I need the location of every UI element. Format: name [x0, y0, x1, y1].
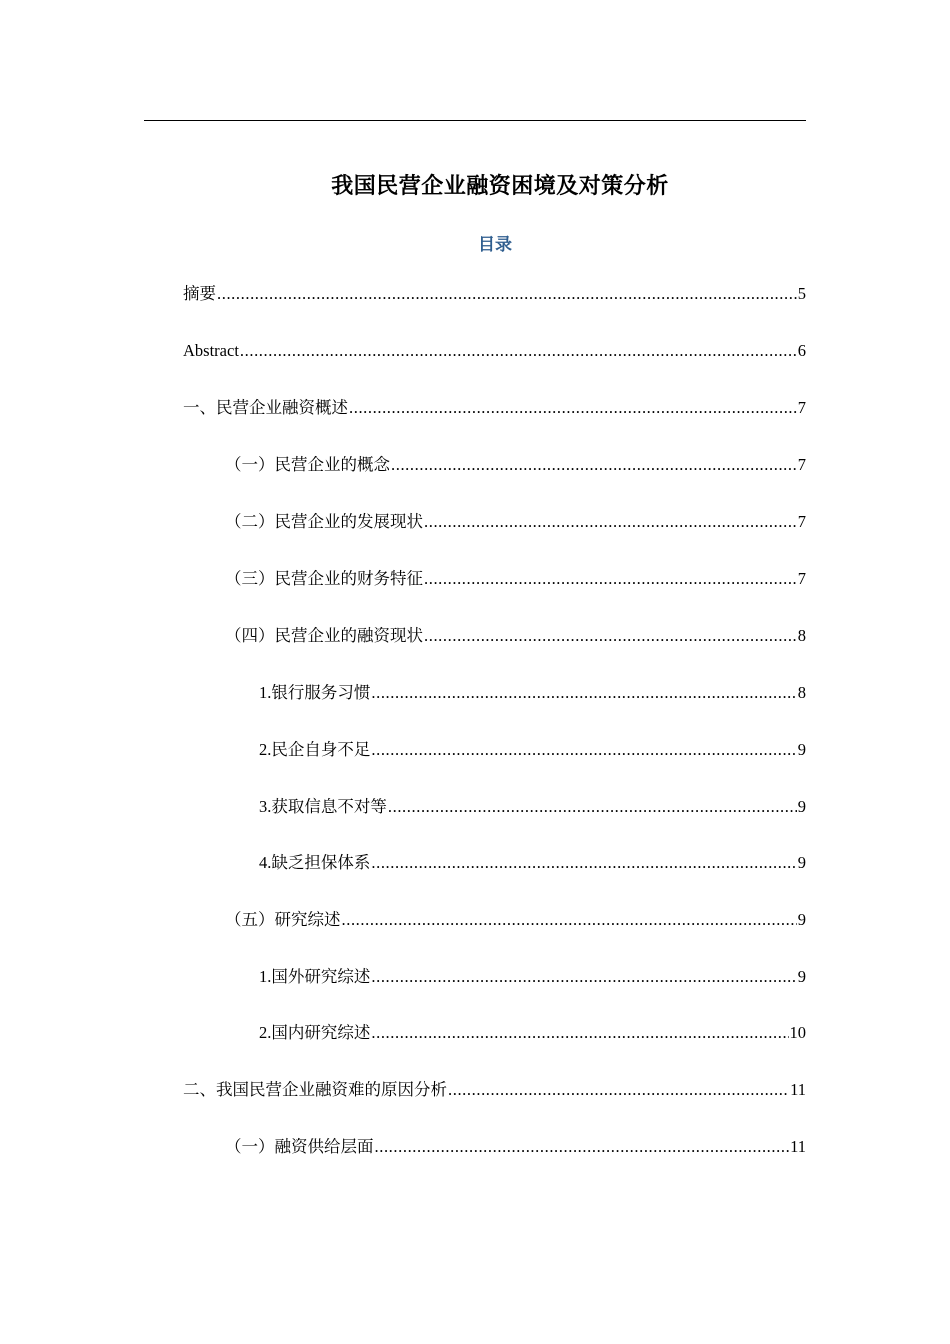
toc-dot-leader — [371, 851, 796, 875]
toc-entry-label: （五）研究综述 — [225, 910, 341, 929]
toc-dot-leader — [371, 965, 796, 989]
toc-entry-label: 2.国内研究综述 — [259, 1023, 371, 1042]
toc-dot-leader — [391, 453, 797, 477]
toc-entry-page: 7 — [797, 455, 806, 474]
toc-entry-page: 5 — [797, 284, 806, 303]
toc-entry-label: 1.银行服务习惯 — [259, 683, 371, 702]
toc-entry-page: 7 — [797, 398, 806, 417]
toc-entry-label: Abstract — [183, 341, 239, 360]
toc-entry[interactable] — [259, 738, 806, 762]
toc-entry[interactable] — [225, 908, 806, 932]
toc-entry-label: （四）民营企业的融资现状 — [225, 626, 423, 645]
toc-entry-page: 7 — [797, 512, 806, 531]
toc-entry[interactable] — [225, 624, 806, 648]
toc-dot-leader — [217, 282, 797, 306]
toc-entry-label: 二、我国民营企业融资难的原因分析 — [183, 1080, 447, 1099]
toc-entry-page: 9 — [797, 853, 806, 872]
toc-heading: 目录 — [478, 235, 512, 254]
toc-entry[interactable] — [183, 1078, 806, 1102]
toc-dot-leader — [388, 795, 797, 819]
toc-entry-page: 10 — [789, 1023, 806, 1042]
toc-entry-page: 8 — [797, 683, 806, 702]
toc-entry[interactable] — [225, 1135, 806, 1159]
toc-dot-leader — [342, 908, 797, 932]
toc-entry[interactable] — [183, 282, 806, 306]
toc-entry-page: 8 — [797, 626, 806, 645]
toc-dot-leader — [448, 1078, 789, 1102]
toc-entry-label: 4.缺乏担保体系 — [259, 853, 371, 872]
toc-entry-label: 一、民营企业融资概述 — [183, 398, 348, 417]
toc-entry-label: （三）民营企业的财务特征 — [225, 569, 423, 588]
document-title: 我国民营企业融资困境及对策分析 — [331, 173, 669, 198]
toc-dot-leader — [375, 1135, 790, 1159]
toc-entry-label: 2.民企自身不足 — [259, 740, 371, 759]
toc-entry-page: 11 — [790, 1080, 806, 1099]
toc-entry-page: 9 — [797, 740, 806, 759]
toc-entry[interactable] — [183, 339, 806, 363]
toc-entry-page: 9 — [797, 967, 806, 986]
toc-entry[interactable] — [225, 510, 806, 534]
toc-dot-leader — [424, 510, 797, 534]
toc-entry-label: （一）民营企业的概念 — [225, 455, 390, 474]
toc-dot-leader — [349, 396, 797, 420]
toc-entry-label: （一）融资供给层面 — [225, 1137, 374, 1156]
toc-entry-label: 1.国外研究综述 — [259, 967, 371, 986]
toc-dot-leader — [371, 681, 796, 705]
toc-entry[interactable] — [259, 1021, 806, 1045]
toc-entry[interactable] — [259, 795, 806, 819]
toc-entry[interactable] — [259, 965, 806, 989]
toc-entry-page: 9 — [797, 797, 806, 816]
toc-entry[interactable] — [259, 681, 806, 705]
toc-entry-page: 11 — [790, 1137, 806, 1156]
toc-dot-leader — [424, 567, 797, 591]
toc-entry[interactable] — [259, 851, 806, 875]
toc-dot-leader — [424, 624, 797, 648]
toc-dot-leader — [371, 1021, 788, 1045]
toc-entry-page: 9 — [797, 910, 806, 929]
toc-entry[interactable] — [225, 567, 806, 591]
toc-entry-label: 3.获取信息不对等 — [259, 797, 387, 816]
toc-entry-page: 7 — [797, 569, 806, 588]
toc-entry[interactable] — [225, 453, 806, 477]
toc-entry-label: （二）民营企业的发展现状 — [225, 512, 423, 531]
toc-dot-leader — [371, 738, 796, 762]
toc-entry-label: 摘要 — [183, 284, 216, 303]
toc-dot-leader — [240, 339, 797, 363]
toc-entry-page: 6 — [797, 341, 806, 360]
toc-entry[interactable] — [183, 396, 806, 420]
